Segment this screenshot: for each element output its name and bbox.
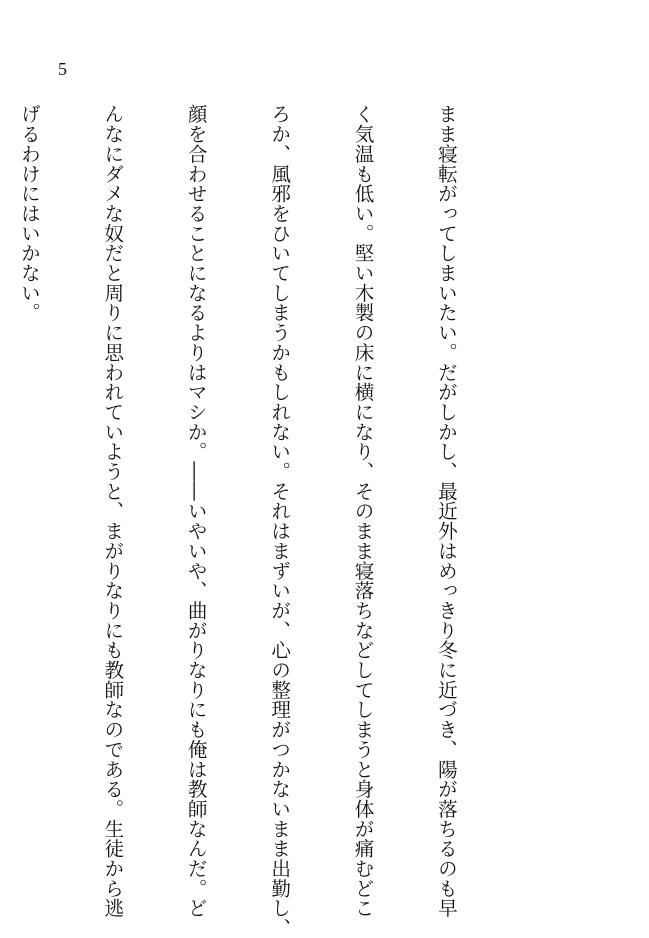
text-line: く気温も低い。堅い木製の床に横になり、そのまま寝落ちなどしてしまうと身体が痛むどこ: [351, 104, 375, 918]
text-line: ろか、風邪をひいてしまうかもしれない。それはまずいが、心の整理がつかないまま出勤し、: [267, 104, 291, 938]
text-line: まま寝転がってしまいたい。だがしかし、最近外はめっきり冬に近づき、陽が落ちるのも早: [434, 104, 458, 918]
text-line: んなにダメな奴だと周りに思われていようと、まがりなりにも教師なのである。生徒から逃: [100, 104, 124, 918]
text-line: 顔を合わせることになるよりはマシか。――いやいや、曲がりなりにも俺は教師なんだ。ど: [184, 104, 208, 918]
page-number: 5: [58, 59, 67, 79]
text-line: げるわけにはいかない。: [17, 104, 41, 323]
body-text: [0, 104, 515, 938]
